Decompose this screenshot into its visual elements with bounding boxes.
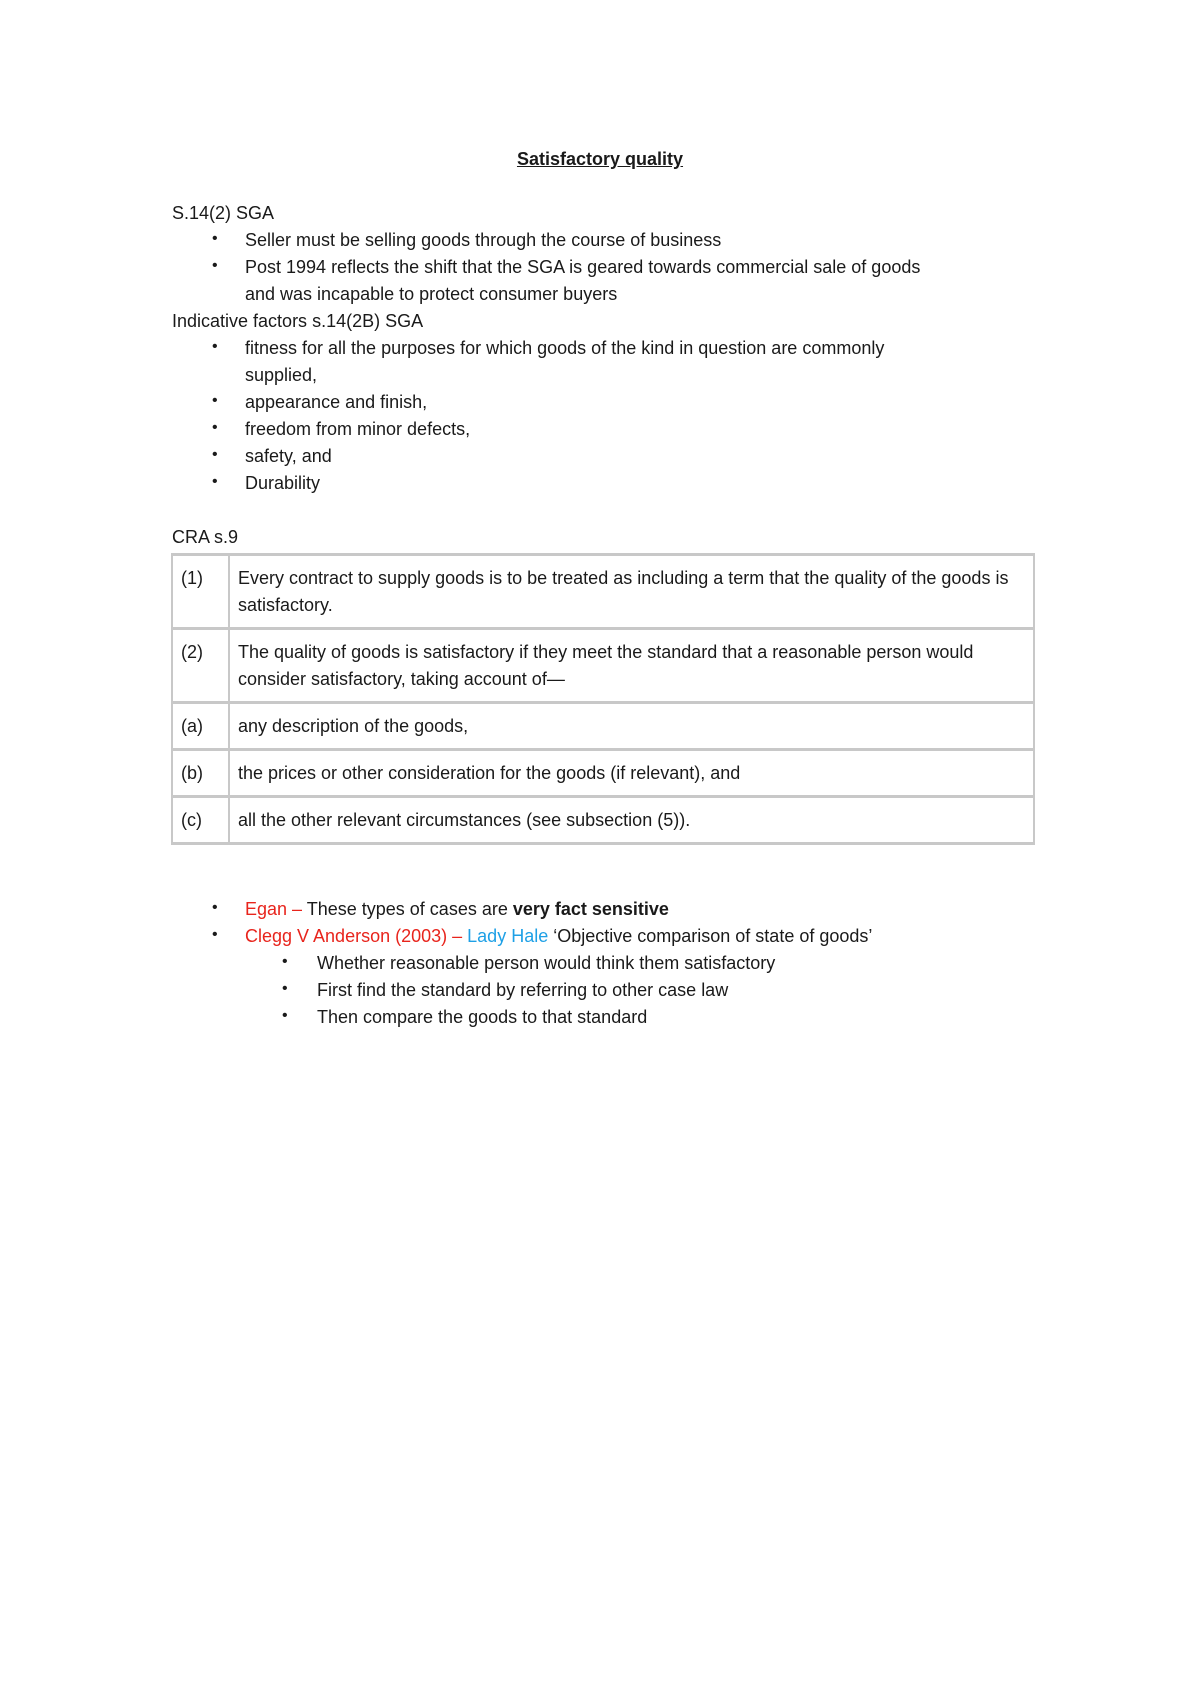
- table-row: [172, 555, 1034, 629]
- sub-list-item-text: Whether reasonable person would think them satisfactory: [317, 953, 776, 973]
- list-item: [172, 443, 1032, 470]
- sub-list-item: [172, 1004, 1032, 1031]
- list-item-egan: [172, 896, 1032, 923]
- case-name-clegg: Clegg V Anderson (2003) –: [245, 926, 463, 946]
- bullet-icon: •: [212, 473, 218, 490]
- indicative-factors-bullet-list: [172, 335, 1032, 497]
- table-cell-text: all the other relevant circumstances (see subsection (5)).: [229, 797, 1034, 844]
- bullet-icon: •: [212, 419, 218, 436]
- bullet-icon: •: [212, 926, 218, 943]
- bullet-icon: •: [212, 230, 218, 247]
- table-cell-number: (2): [172, 629, 229, 703]
- bullet-icon: •: [212, 446, 218, 463]
- egan-text: These types of cases are: [302, 899, 513, 919]
- list-item-text: supplied,: [245, 365, 318, 385]
- list-item-text: Post 1994 reflects the shift that the SGA is geared towards commercial sale of goods: [245, 257, 921, 277]
- list-item-continuation: [172, 362, 1032, 389]
- table-cell-number: (1): [172, 555, 229, 629]
- judge-name-lady-hale: Lady Hale: [462, 926, 549, 946]
- sub-list-item: [172, 950, 1032, 977]
- case-law-bullet-list: [172, 896, 1032, 950]
- clegg-sub-bullet-list: [172, 950, 1032, 1031]
- list-item-clegg: [172, 923, 1032, 950]
- sub-list-item-text: First find the standard by referring to other case law: [317, 980, 729, 1000]
- table-cell-text: any description of the goods,: [229, 703, 1034, 750]
- list-item-text: Seller must be selling goods through the course of business: [245, 230, 722, 250]
- bullet-icon: •: [282, 1007, 288, 1024]
- bullet-icon: •: [282, 980, 288, 997]
- bullet-icon: •: [212, 338, 218, 355]
- egan-emphasis: very fact sensitive: [512, 899, 669, 919]
- table-cell-text: The quality of goods is satisfactory if they meet the standard that a reasonable person would consider satisfactory, taking account of—: [229, 629, 1034, 703]
- list-item: [172, 416, 1032, 443]
- list-item: [172, 335, 1032, 362]
- clegg-quote: ‘Objective comparison of state of goods’: [548, 926, 873, 946]
- table-cell-number: (b): [172, 750, 229, 797]
- list-item-text: fitness for all the purposes for which goods of the kind in question are commonly: [245, 338, 885, 358]
- bullet-icon: •: [212, 392, 218, 409]
- sub-list-item: [172, 977, 1032, 1004]
- list-item-text: appearance and finish,: [245, 392, 428, 412]
- list-item: [172, 254, 1032, 281]
- table-row: [172, 750, 1034, 797]
- table-cell-number: (a): [172, 703, 229, 750]
- list-item: [172, 389, 1032, 416]
- section-heading-indicative-factors: Indicative factors s.14(2B) SGA: [172, 311, 424, 331]
- bullet-icon: •: [212, 257, 218, 274]
- list-item-text: and was incapable to protect consumer buyers: [245, 284, 618, 304]
- table-row: [172, 797, 1034, 844]
- list-item-continuation: [172, 281, 1032, 308]
- list-item-text: safety, and: [245, 446, 332, 466]
- sub-list-item-text: Then compare the goods to that standard: [317, 1007, 648, 1027]
- table-cell-text: the prices or other consideration for the goods (if relevant), and: [229, 750, 1034, 797]
- section-heading-sga-14-2: S.14(2) SGA: [172, 203, 275, 223]
- bullet-icon: •: [282, 953, 288, 970]
- cra-s9-table: [171, 553, 1035, 845]
- section-heading-cra-s9: CRA s.9: [172, 527, 239, 547]
- table-row: [172, 629, 1034, 703]
- list-item-text: Durability: [245, 473, 321, 493]
- list-item: [172, 227, 1032, 254]
- case-name-egan: Egan –: [245, 899, 303, 919]
- table-cell-number: (c): [172, 797, 229, 844]
- sga-14-2-bullet-list: [172, 227, 1032, 308]
- table-cell-text: Every contract to supply goods is to be treated as including a term that the quality of the goods is satisfactory.: [229, 555, 1034, 629]
- bullet-icon: •: [212, 899, 218, 916]
- list-item: [172, 470, 1032, 497]
- page-title: Satisfactory quality: [516, 149, 684, 169]
- table-row: [172, 703, 1034, 750]
- list-item-text: freedom from minor defects,: [245, 419, 471, 439]
